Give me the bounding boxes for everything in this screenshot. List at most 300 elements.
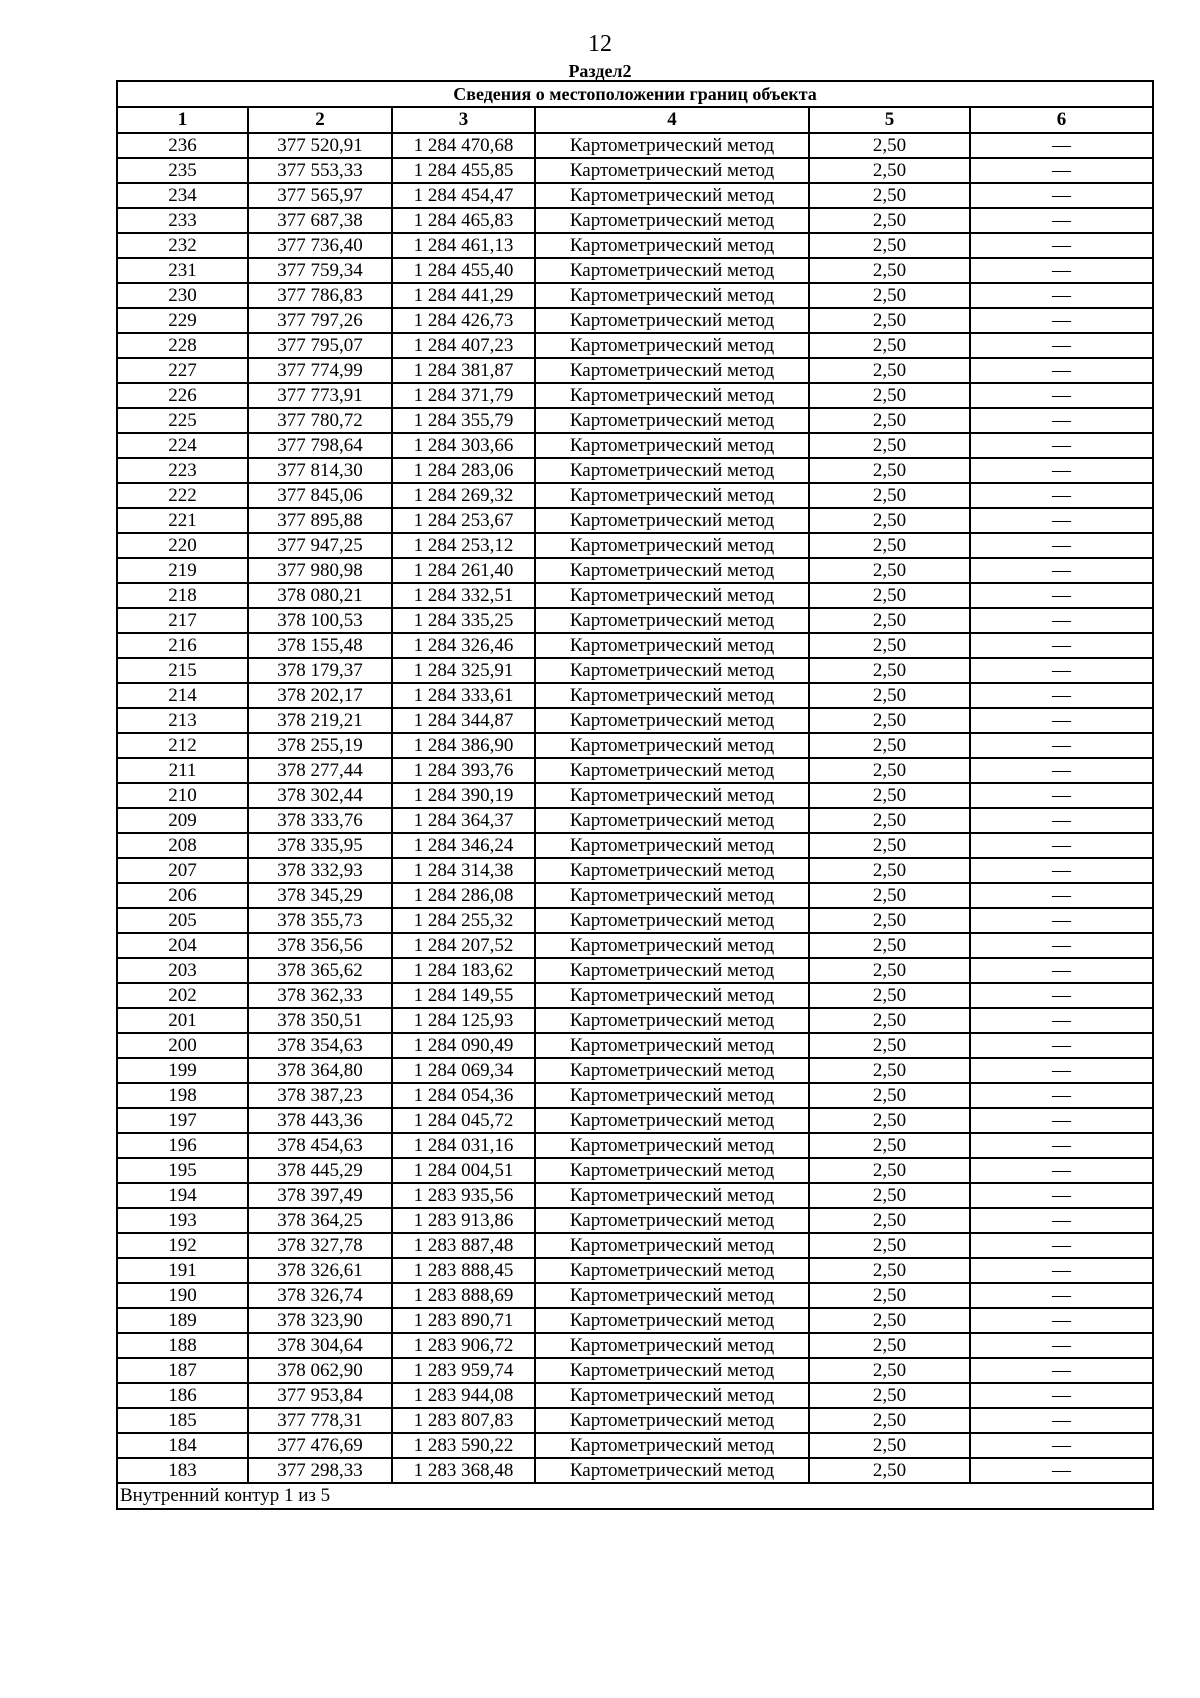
method-cell: Картометрический метод (535, 208, 809, 233)
y-coordinate-cell: 1 283 913,86 (392, 1208, 535, 1233)
table-row (117, 1383, 1153, 1408)
point-number-cell: 190 (117, 1283, 248, 1308)
x-coordinate-cell: 378 327,78 (248, 1233, 392, 1258)
y-coordinate-cell: 1 284 090,49 (392, 1033, 535, 1058)
method-cell: Картометрический метод (535, 1183, 809, 1208)
y-coordinate-cell: 1 284 355,79 (392, 408, 535, 433)
method-cell: Картометрический метод (535, 1383, 809, 1408)
x-coordinate-cell: 378 155,48 (248, 633, 392, 658)
table-row (117, 833, 1153, 858)
y-coordinate-cell: 1 283 890,71 (392, 1308, 535, 1333)
description-cell: — (970, 583, 1153, 608)
table-row (117, 183, 1153, 208)
y-coordinate-cell: 1 284 332,51 (392, 583, 535, 608)
table-row (117, 758, 1153, 783)
description-cell: — (970, 833, 1153, 858)
x-coordinate-cell: 377 780,72 (248, 408, 392, 433)
point-number-cell: 221 (117, 508, 248, 533)
accuracy-cell: 2,50 (809, 1458, 970, 1483)
point-number-cell: 204 (117, 933, 248, 958)
point-number-cell: 228 (117, 333, 248, 358)
accuracy-cell: 2,50 (809, 433, 970, 458)
x-coordinate-cell: 378 397,49 (248, 1183, 392, 1208)
table-row (117, 983, 1153, 1008)
table-row (117, 608, 1153, 633)
method-cell: Картометрический метод (535, 1258, 809, 1283)
y-coordinate-cell: 1 283 888,69 (392, 1283, 535, 1308)
x-coordinate-cell: 377 953,84 (248, 1383, 392, 1408)
y-coordinate-cell: 1 283 888,45 (392, 1258, 535, 1283)
table-row (117, 383, 1153, 408)
x-coordinate-cell: 377 795,07 (248, 333, 392, 358)
column-header: 2 (248, 107, 392, 133)
point-number-cell: 183 (117, 1458, 248, 1483)
table-row (117, 258, 1153, 283)
table-row (117, 683, 1153, 708)
method-cell: Картометрический метод (535, 383, 809, 408)
accuracy-cell: 2,50 (809, 1383, 970, 1408)
accuracy-cell: 2,50 (809, 758, 970, 783)
method-cell: Картометрический метод (535, 633, 809, 658)
accuracy-cell: 2,50 (809, 208, 970, 233)
method-cell: Картометрический метод (535, 283, 809, 308)
y-coordinate-cell: 1 283 906,72 (392, 1333, 535, 1358)
table-row (117, 558, 1153, 583)
accuracy-cell: 2,50 (809, 1283, 970, 1308)
y-coordinate-cell: 1 284 253,67 (392, 508, 535, 533)
description-cell: — (970, 183, 1153, 208)
description-cell: — (970, 383, 1153, 408)
table-row (117, 358, 1153, 383)
x-coordinate-cell: 378 219,21 (248, 708, 392, 733)
description-cell: — (970, 1083, 1153, 1108)
accuracy-cell: 2,50 (809, 983, 970, 1008)
point-number-cell: 188 (117, 1333, 248, 1358)
accuracy-cell: 2,50 (809, 883, 970, 908)
x-coordinate-cell: 377 736,40 (248, 233, 392, 258)
method-cell: Картометрический метод (535, 1283, 809, 1308)
method-cell: Картометрический метод (535, 983, 809, 1008)
table-row (117, 1158, 1153, 1183)
method-cell: Картометрический метод (535, 1083, 809, 1108)
x-coordinate-cell: 378 326,74 (248, 1283, 392, 1308)
y-coordinate-cell: 1 284 253,12 (392, 533, 535, 558)
point-number-cell: 184 (117, 1433, 248, 1458)
y-coordinate-cell: 1 284 335,25 (392, 608, 535, 633)
table-row (117, 1408, 1153, 1433)
description-cell: — (970, 1033, 1153, 1058)
point-number-cell: 201 (117, 1008, 248, 1033)
method-cell: Картометрический метод (535, 833, 809, 858)
accuracy-cell: 2,50 (809, 608, 970, 633)
x-coordinate-cell: 378 304,64 (248, 1333, 392, 1358)
accuracy-cell: 2,50 (809, 833, 970, 858)
accuracy-cell: 2,50 (809, 358, 970, 383)
x-coordinate-cell: 377 797,26 (248, 308, 392, 333)
point-number-cell: 194 (117, 1183, 248, 1208)
x-coordinate-cell: 378 323,90 (248, 1308, 392, 1333)
x-coordinate-cell: 378 335,95 (248, 833, 392, 858)
y-coordinate-cell: 1 284 045,72 (392, 1108, 535, 1133)
description-cell: — (970, 533, 1153, 558)
description-cell: — (970, 458, 1153, 483)
accuracy-cell: 2,50 (809, 458, 970, 483)
y-coordinate-cell: 1 284 393,76 (392, 758, 535, 783)
accuracy-cell: 2,50 (809, 1358, 970, 1383)
table-row (117, 133, 1153, 158)
y-coordinate-cell: 1 284 326,46 (392, 633, 535, 658)
description-cell: — (970, 1108, 1153, 1133)
table-row (117, 883, 1153, 908)
x-coordinate-cell: 378 302,44 (248, 783, 392, 808)
y-coordinate-cell: 1 284 054,36 (392, 1083, 535, 1108)
x-coordinate-cell: 378 326,61 (248, 1258, 392, 1283)
accuracy-cell: 2,50 (809, 1183, 970, 1208)
accuracy-cell: 2,50 (809, 708, 970, 733)
x-coordinate-cell: 378 365,62 (248, 958, 392, 983)
table-row (117, 1433, 1153, 1458)
description-cell: — (970, 283, 1153, 308)
method-cell: Картометрический метод (535, 1008, 809, 1033)
x-coordinate-cell: 378 362,33 (248, 983, 392, 1008)
point-number-cell: 186 (117, 1383, 248, 1408)
description-cell: — (970, 708, 1153, 733)
table-row (117, 433, 1153, 458)
accuracy-cell: 2,50 (809, 233, 970, 258)
method-cell: Картометрический метод (535, 583, 809, 608)
accuracy-cell: 2,50 (809, 1008, 970, 1033)
point-number-cell: 230 (117, 283, 248, 308)
description-cell: — (970, 158, 1153, 183)
accuracy-cell: 2,50 (809, 658, 970, 683)
x-coordinate-cell: 377 778,31 (248, 1408, 392, 1433)
table-row (117, 508, 1153, 533)
point-number-cell: 199 (117, 1058, 248, 1083)
method-cell: Картометрический метод (535, 1133, 809, 1158)
accuracy-cell: 2,50 (809, 283, 970, 308)
x-coordinate-cell: 378 454,63 (248, 1133, 392, 1158)
y-coordinate-cell: 1 284 407,23 (392, 333, 535, 358)
description-cell: — (970, 683, 1153, 708)
accuracy-cell: 2,50 (809, 1108, 970, 1133)
description-cell: — (970, 133, 1153, 158)
description-cell: — (970, 908, 1153, 933)
description-cell: — (970, 433, 1153, 458)
x-coordinate-cell: 378 179,37 (248, 658, 392, 683)
table-row (117, 658, 1153, 683)
accuracy-cell: 2,50 (809, 508, 970, 533)
description-cell: — (970, 1433, 1153, 1458)
accuracy-cell: 2,50 (809, 558, 970, 583)
method-cell: Картометрический метод (535, 1233, 809, 1258)
method-cell: Картометрический метод (535, 658, 809, 683)
y-coordinate-cell: 1 283 368,48 (392, 1458, 535, 1483)
method-cell: Картометрический метод (535, 908, 809, 933)
method-cell: Картометрический метод (535, 708, 809, 733)
method-cell: Картометрический метод (535, 458, 809, 483)
x-coordinate-cell: 377 773,91 (248, 383, 392, 408)
description-cell: — (970, 883, 1153, 908)
footer-row (117, 1483, 1153, 1509)
boundary-table (116, 80, 1154, 1510)
column-header: 1 (117, 107, 248, 133)
table-row (117, 1208, 1153, 1233)
description-cell: — (970, 208, 1153, 233)
y-coordinate-cell: 1 284 371,79 (392, 383, 535, 408)
table-row (117, 483, 1153, 508)
description-cell: — (970, 808, 1153, 833)
accuracy-cell: 2,50 (809, 1083, 970, 1108)
point-number-cell: 219 (117, 558, 248, 583)
x-coordinate-cell: 378 364,25 (248, 1208, 392, 1233)
x-coordinate-cell: 377 814,30 (248, 458, 392, 483)
point-number-cell: 192 (117, 1233, 248, 1258)
x-coordinate-cell: 377 786,83 (248, 283, 392, 308)
x-coordinate-cell: 377 980,98 (248, 558, 392, 583)
table-row (117, 1308, 1153, 1333)
y-coordinate-cell: 1 284 346,24 (392, 833, 535, 858)
x-coordinate-cell: 378 277,44 (248, 758, 392, 783)
x-coordinate-cell: 378 356,56 (248, 933, 392, 958)
table-row (117, 1358, 1153, 1383)
method-cell: Картометрический метод (535, 1408, 809, 1433)
table-row (117, 458, 1153, 483)
accuracy-cell: 2,50 (809, 1158, 970, 1183)
table-row (117, 783, 1153, 808)
description-cell: — (970, 1333, 1153, 1358)
description-cell: — (970, 483, 1153, 508)
description-cell: — (970, 1183, 1153, 1208)
method-cell: Картометрический метод (535, 1333, 809, 1358)
description-cell: — (970, 633, 1153, 658)
method-cell: Картометрический метод (535, 533, 809, 558)
y-coordinate-cell: 1 284 286,08 (392, 883, 535, 908)
point-number-cell: 224 (117, 433, 248, 458)
description-cell: — (970, 408, 1153, 433)
table-row (117, 633, 1153, 658)
accuracy-cell: 2,50 (809, 133, 970, 158)
y-coordinate-cell: 1 284 441,29 (392, 283, 535, 308)
description-cell: — (970, 1208, 1153, 1233)
table-row (117, 708, 1153, 733)
x-coordinate-cell: 377 520,91 (248, 133, 392, 158)
y-coordinate-cell: 1 284 364,37 (392, 808, 535, 833)
method-cell: Картометрический метод (535, 308, 809, 333)
x-coordinate-cell: 377 565,97 (248, 183, 392, 208)
method-cell: Картометрический метод (535, 1158, 809, 1183)
y-coordinate-cell: 1 284 031,16 (392, 1133, 535, 1158)
table-caption: Сведения о местоположении границ объекта (117, 81, 1153, 107)
description-cell: — (970, 1283, 1153, 1308)
accuracy-cell: 2,50 (809, 1033, 970, 1058)
table-row (117, 308, 1153, 333)
description-cell: — (970, 1383, 1153, 1408)
y-coordinate-cell: 1 283 944,08 (392, 1383, 535, 1408)
accuracy-cell: 2,50 (809, 1133, 970, 1158)
method-cell: Картометрический метод (535, 558, 809, 583)
point-number-cell: 229 (117, 308, 248, 333)
table-row (117, 908, 1153, 933)
accuracy-cell: 2,50 (809, 808, 970, 833)
accuracy-cell: 2,50 (809, 908, 970, 933)
y-coordinate-cell: 1 284 465,83 (392, 208, 535, 233)
y-coordinate-cell: 1 284 261,40 (392, 558, 535, 583)
point-number-cell: 209 (117, 808, 248, 833)
x-coordinate-cell: 377 798,64 (248, 433, 392, 458)
accuracy-cell: 2,50 (809, 1408, 970, 1433)
y-coordinate-cell: 1 284 333,61 (392, 683, 535, 708)
header-row (117, 107, 1153, 133)
description-cell: — (970, 333, 1153, 358)
description-cell: — (970, 858, 1153, 883)
table-row (117, 233, 1153, 258)
method-cell: Картометрический метод (535, 608, 809, 633)
table-row (117, 1333, 1153, 1358)
table-row (117, 1108, 1153, 1133)
method-cell: Картометрический метод (535, 1058, 809, 1083)
table-row (117, 1083, 1153, 1108)
x-coordinate-cell: 377 845,06 (248, 483, 392, 508)
description-cell: — (970, 1258, 1153, 1283)
description-cell: — (970, 1133, 1153, 1158)
point-number-cell: 210 (117, 783, 248, 808)
accuracy-cell: 2,50 (809, 933, 970, 958)
description-cell: — (970, 1058, 1153, 1083)
method-cell: Картометрический метод (535, 133, 809, 158)
description-cell: — (970, 983, 1153, 1008)
description-cell: — (970, 1008, 1153, 1033)
table-row (117, 208, 1153, 233)
x-coordinate-cell: 378 333,76 (248, 808, 392, 833)
y-coordinate-cell: 1 284 314,38 (392, 858, 535, 883)
method-cell: Картометрический метод (535, 758, 809, 783)
point-number-cell: 217 (117, 608, 248, 633)
x-coordinate-cell: 377 759,34 (248, 258, 392, 283)
method-cell: Картометрический метод (535, 1108, 809, 1133)
accuracy-cell: 2,50 (809, 583, 970, 608)
accuracy-cell: 2,50 (809, 958, 970, 983)
y-coordinate-cell: 1 284 269,32 (392, 483, 535, 508)
x-coordinate-cell: 378 387,23 (248, 1083, 392, 1108)
y-coordinate-cell: 1 284 461,13 (392, 233, 535, 258)
accuracy-cell: 2,50 (809, 683, 970, 708)
point-number-cell: 233 (117, 208, 248, 233)
point-number-cell: 200 (117, 1033, 248, 1058)
accuracy-cell: 2,50 (809, 183, 970, 208)
table-row (117, 583, 1153, 608)
column-header: 3 (392, 107, 535, 133)
y-coordinate-cell: 1 284 344,87 (392, 708, 535, 733)
description-cell: — (970, 1158, 1153, 1183)
x-coordinate-cell: 377 476,69 (248, 1433, 392, 1458)
point-number-cell: 185 (117, 1408, 248, 1433)
x-coordinate-cell: 378 345,29 (248, 883, 392, 908)
table-row (117, 1033, 1153, 1058)
y-coordinate-cell: 1 284 390,19 (392, 783, 535, 808)
point-number-cell: 220 (117, 533, 248, 558)
x-coordinate-cell: 378 100,53 (248, 608, 392, 633)
accuracy-cell: 2,50 (809, 783, 970, 808)
column-header: 4 (535, 107, 809, 133)
table-row (117, 1233, 1153, 1258)
point-number-cell: 232 (117, 233, 248, 258)
table-row (117, 1458, 1153, 1483)
table-row (117, 533, 1153, 558)
accuracy-cell: 2,50 (809, 308, 970, 333)
point-number-cell: 208 (117, 833, 248, 858)
point-number-cell: 231 (117, 258, 248, 283)
point-number-cell: 218 (117, 583, 248, 608)
x-coordinate-cell: 377 895,88 (248, 508, 392, 533)
point-number-cell: 191 (117, 1258, 248, 1283)
description-cell: — (970, 358, 1153, 383)
y-coordinate-cell: 1 284 183,62 (392, 958, 535, 983)
point-number-cell: 222 (117, 483, 248, 508)
table-row (117, 858, 1153, 883)
table-row (117, 333, 1153, 358)
point-number-cell: 202 (117, 983, 248, 1008)
section-title: Раздел2 (568, 61, 632, 81)
description-cell: — (970, 1408, 1153, 1433)
description-cell: — (970, 1458, 1153, 1483)
y-coordinate-cell: 1 283 590,22 (392, 1433, 535, 1458)
y-coordinate-cell: 1 283 935,56 (392, 1183, 535, 1208)
y-coordinate-cell: 1 284 255,32 (392, 908, 535, 933)
accuracy-cell: 2,50 (809, 1208, 970, 1233)
point-number-cell: 197 (117, 1108, 248, 1133)
method-cell: Картометрический метод (535, 883, 809, 908)
method-cell: Картометрический метод (535, 358, 809, 383)
column-header: 5 (809, 107, 970, 133)
point-number-cell: 227 (117, 358, 248, 383)
point-number-cell: 226 (117, 383, 248, 408)
page-number: 12 (588, 31, 612, 57)
description-cell: — (970, 558, 1153, 583)
x-coordinate-cell: 377 774,99 (248, 358, 392, 383)
point-number-cell: 211 (117, 758, 248, 783)
method-cell: Картометрический метод (535, 483, 809, 508)
x-coordinate-cell: 377 947,25 (248, 533, 392, 558)
method-cell: Картометрический метод (535, 1433, 809, 1458)
description-cell: — (970, 1308, 1153, 1333)
y-coordinate-cell: 1 284 125,93 (392, 1008, 535, 1033)
table-row (117, 958, 1153, 983)
table-row (117, 1058, 1153, 1083)
accuracy-cell: 2,50 (809, 633, 970, 658)
method-cell: Картометрический метод (535, 1208, 809, 1233)
accuracy-cell: 2,50 (809, 1258, 970, 1283)
description-cell: — (970, 308, 1153, 333)
point-number-cell: 198 (117, 1083, 248, 1108)
y-coordinate-cell: 1 284 149,55 (392, 983, 535, 1008)
method-cell: Картометрический метод (535, 1308, 809, 1333)
method-cell: Картометрический метод (535, 158, 809, 183)
x-coordinate-cell: 378 080,21 (248, 583, 392, 608)
method-cell: Картометрический метод (535, 1358, 809, 1383)
y-coordinate-cell: 1 284 470,68 (392, 133, 535, 158)
accuracy-cell: 2,50 (809, 483, 970, 508)
y-coordinate-cell: 1 283 959,74 (392, 1358, 535, 1383)
point-number-cell: 216 (117, 633, 248, 658)
table-row (117, 408, 1153, 433)
x-coordinate-cell: 377 298,33 (248, 1458, 392, 1483)
table-row (117, 733, 1153, 758)
point-number-cell: 189 (117, 1308, 248, 1333)
table-row (117, 1258, 1153, 1283)
method-cell: Картометрический метод (535, 433, 809, 458)
table-row (117, 283, 1153, 308)
x-coordinate-cell: 378 364,80 (248, 1058, 392, 1083)
